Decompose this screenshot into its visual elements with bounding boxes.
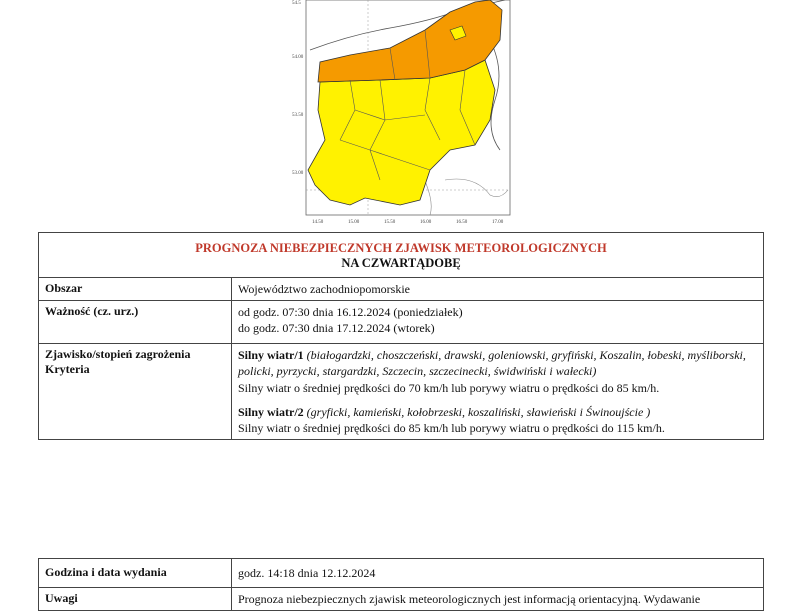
warning-map	[290, 0, 520, 225]
wind2-criteria: Silny wiatr o średniej prędkości do 85 km/h lub porywy wiatru o prędkości do 115 km/h.	[238, 420, 665, 435]
lon-label: 17.00	[492, 220, 504, 225]
title-cell	[39, 233, 764, 278]
phenomenon-label-2: Kryteria	[45, 362, 90, 377]
notes-value: Prognoza niebezpiecznych zjawisk meteorologicznych jest informacją orientacyjną. Wydawanie	[232, 588, 764, 611]
warning-title: PROGNOZA NIEBEZPIECZNYCH ZJAWISK METEOROLOGICZNYCH	[195, 241, 607, 255]
validity-to: do godz. 07:30 dnia 17.12.2024 (wtorek)	[238, 321, 435, 336]
phenomenon-label-1: Zjawisko/stopień zagrożenia	[45, 347, 191, 362]
lon-label: 15.00	[348, 220, 360, 225]
phenomenon-value	[232, 344, 764, 440]
lon-label: 14.50	[312, 220, 324, 225]
issue-value: godz. 14:18 dnia 12.12.2024	[232, 559, 764, 588]
wind1-criteria: Silny wiatr o średniej prędkości do 70 km/h lub porywy wiatru o prędkości do 85 km/h.	[238, 380, 660, 395]
wind2-heading: Silny wiatr/2	[238, 404, 304, 419]
validity-from: od godz. 07:30 dnia 16.12.2024 (poniedziałek)	[238, 305, 463, 320]
lon-label: 16.00	[420, 220, 432, 225]
lon-label: 16.50	[456, 220, 468, 225]
warning-table	[38, 232, 764, 440]
wind1-heading: Silny wiatr/1	[238, 348, 304, 363]
wind1-places: (białogardzki, choszczeński, drawski, goleniowski, gryfiński, Koszalin, łobeski, myśliborski, policki, pyrzycki, stargardzki, Szczecin, szczecinecki, świdwiński i wałecki)	[238, 348, 746, 379]
warning-subtitle: NA CZWARTĄDOBĘ	[341, 256, 461, 270]
area-label: Obszar	[39, 278, 232, 301]
issue-table	[38, 558, 764, 611]
lat-label: 54.00	[292, 55, 304, 60]
area-value: Województwo zachodniopomorskie	[232, 278, 764, 301]
notes-label: Uwagi	[39, 588, 232, 611]
wind2-places: (gryficki, kamieński, kołobrzeski, koszaliński, sławieński i Świnoujście )	[306, 404, 651, 419]
phenomenon-label	[39, 344, 232, 440]
validity-value	[232, 301, 764, 344]
lat-label: 53.50	[292, 113, 304, 118]
lon-label: 15.50	[384, 220, 396, 225]
lat-label: 54.5	[292, 1, 301, 6]
validity-label: Ważność (cz. urz.)	[39, 301, 232, 344]
lat-label: 53.00	[292, 171, 304, 176]
issue-label: Godzina i data wydania	[39, 559, 232, 588]
